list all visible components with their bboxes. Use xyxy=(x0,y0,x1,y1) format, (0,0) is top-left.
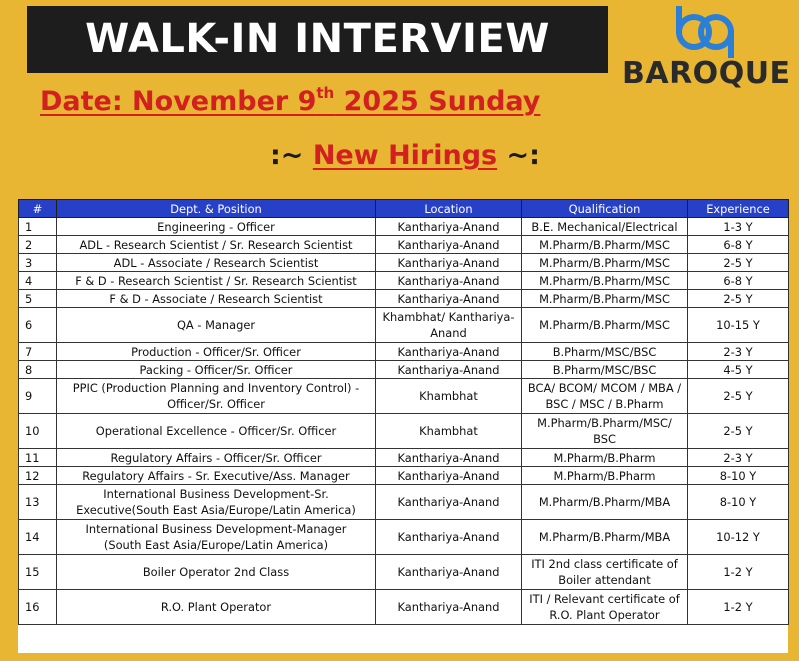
position-cell xyxy=(57,361,376,379)
position-cell-line: Production - Officer/Sr. Officer xyxy=(131,344,301,359)
row-number: 6 xyxy=(19,308,57,343)
location-cell-line: Kanthariya-Anand xyxy=(397,219,500,234)
experience-cell: 6-8 Y xyxy=(688,236,789,254)
experience-cell: 6-8 Y xyxy=(688,272,789,290)
location-cell-line: Khambhat/ Kanthariya- xyxy=(382,310,515,324)
row-number: 14 xyxy=(19,520,57,555)
position-cell xyxy=(57,414,376,449)
experience-cell: 1-3 Y xyxy=(688,218,789,236)
qualification-cell-line: M.Pharm/B.Pharm/MSC xyxy=(539,273,670,288)
qualification-cell-line: BSC / MSC / B.Pharm xyxy=(545,397,664,411)
position-cell xyxy=(57,236,376,254)
qualification-cell-line: B.E. Mechanical/Electrical xyxy=(531,219,678,234)
experience-cell: 10-12 Y xyxy=(688,520,789,555)
row-number: 1 xyxy=(19,218,57,236)
position-cell-line: F & D - Research Scientist / Sr. Research Scientist xyxy=(75,273,357,288)
baroque-logo xyxy=(622,4,791,104)
location-cell xyxy=(376,485,522,520)
location-cell xyxy=(376,449,522,467)
experience-cell: 1-2 Y xyxy=(688,590,789,625)
location-cell-line: Kanthariya-Anand xyxy=(397,237,500,252)
table-row xyxy=(19,449,789,467)
header-qualification: Qualification xyxy=(522,200,688,218)
row-number: 10 xyxy=(19,414,57,449)
location-cell-line: Kanthariya-Anand xyxy=(397,450,500,465)
table-row xyxy=(19,467,789,485)
table-row xyxy=(19,254,789,272)
qualification-cell xyxy=(522,290,688,308)
position-cell-line: ADL - Research Scientist / Sr. Research Scientist xyxy=(79,237,353,252)
location-cell xyxy=(376,467,522,485)
table-row xyxy=(19,361,789,379)
qualification-cell-line: M.Pharm/B.Pharm/MSC xyxy=(539,255,670,270)
row-number: 11 xyxy=(19,449,57,467)
qualification-cell-line: M.Pharm/B.Pharm xyxy=(553,450,656,465)
experience-cell: 2-5 Y xyxy=(688,290,789,308)
qualification-cell xyxy=(522,485,688,520)
table-row xyxy=(19,379,789,414)
qualification-cell-line: M.Pharm/B.Pharm/MSC xyxy=(539,291,670,306)
qualification-cell xyxy=(522,555,688,590)
location-cell-line: Kanthariya-Anand xyxy=(397,291,500,306)
location-cell xyxy=(376,272,522,290)
qualification-cell-line: M.Pharm/B.Pharm/MBA xyxy=(538,530,671,544)
qualification-cell-line: R.O. Plant Operator xyxy=(549,608,660,622)
qualification-cell xyxy=(522,343,688,361)
qualification-cell xyxy=(522,590,688,625)
row-number: 3 xyxy=(19,254,57,272)
position-cell xyxy=(57,290,376,308)
table-row xyxy=(19,290,789,308)
position-cell-line: F & D - Associate / Research Scientist xyxy=(109,291,323,306)
qualification-cell-line: ITI / Relevant certificate of xyxy=(529,592,680,606)
position-cell xyxy=(57,590,376,625)
qualification-cell xyxy=(522,236,688,254)
location-cell xyxy=(376,308,522,343)
location-cell-line: Kanthariya-Anand xyxy=(397,600,500,614)
qualification-cell xyxy=(522,361,688,379)
table-header-row xyxy=(19,200,789,218)
table-row xyxy=(19,414,789,449)
row-number: 16 xyxy=(19,590,57,625)
table-row xyxy=(19,272,789,290)
row-number: 13 xyxy=(19,485,57,520)
position-cell-line: Packing - Officer/Sr. Officer xyxy=(139,362,293,377)
position-cell-line: ADL - Associate / Research Scientist xyxy=(113,255,319,270)
table-row xyxy=(19,555,789,590)
table-row xyxy=(19,590,789,625)
qualification-cell xyxy=(522,449,688,467)
table-row xyxy=(19,520,789,555)
row-number: 12 xyxy=(19,467,57,485)
location-cell-line: Kanthariya-Anand xyxy=(397,468,500,483)
qualification-cell-line: B.Pharm/MSC/BSC xyxy=(552,344,657,359)
position-cell-line: Regulatory Affairs - Officer/Sr. Officer xyxy=(110,450,322,465)
location-cell-line: Kanthariya-Anand xyxy=(397,344,500,359)
row-number: 9 xyxy=(19,379,57,414)
location-cell-line: Kanthariya-Anand xyxy=(397,255,500,270)
position-cell xyxy=(57,379,376,414)
position-cell xyxy=(57,555,376,590)
location-cell-line: Kanthariya-Anand xyxy=(397,495,500,509)
position-cell xyxy=(57,449,376,467)
location-cell-line: Khambhat xyxy=(419,389,478,403)
position-cell-line: Operational Excellence - Officer/Sr. Officer xyxy=(95,424,337,438)
location-cell xyxy=(376,520,522,555)
positions-table-container xyxy=(18,199,788,653)
header-number: # xyxy=(19,200,57,218)
position-cell xyxy=(57,343,376,361)
qualification-cell xyxy=(522,272,688,290)
position-cell xyxy=(57,254,376,272)
table-row xyxy=(19,218,789,236)
qualification-cell xyxy=(522,520,688,555)
row-number: 4 xyxy=(19,272,57,290)
qualification-cell xyxy=(522,414,688,449)
experience-cell: 2-5 Y xyxy=(688,379,789,414)
position-cell-line: Officer/Sr. Officer xyxy=(167,397,265,411)
position-cell xyxy=(57,272,376,290)
experience-cell: 2-3 Y xyxy=(688,343,789,361)
location-cell xyxy=(376,555,522,590)
row-number: 15 xyxy=(19,555,57,590)
position-cell-line: Boiler Operator 2nd Class xyxy=(142,565,290,579)
position-cell xyxy=(57,218,376,236)
qualification-cell xyxy=(522,379,688,414)
position-cell-line: Regulatory Affairs - Sr. Executive/Ass. Manager xyxy=(82,468,350,483)
position-cell-line: International Business Development-Sr. xyxy=(103,487,329,501)
experience-cell: 4-5 Y xyxy=(688,361,789,379)
qualification-cell-line: M.Pharm/B.Pharm/MBA xyxy=(538,495,671,509)
position-cell xyxy=(57,485,376,520)
qualification-cell xyxy=(522,308,688,343)
experience-cell: 10-15 Y xyxy=(688,308,789,343)
row-number: 2 xyxy=(19,236,57,254)
location-cell-line: Khambhat xyxy=(419,424,478,438)
location-cell xyxy=(376,290,522,308)
row-number: 7 xyxy=(19,343,57,361)
qualification-cell-line: ITI 2nd class certificate of xyxy=(531,557,678,571)
experience-cell: 1-2 Y xyxy=(688,555,789,590)
bp-logo-icon xyxy=(672,4,738,60)
position-cell-line: International Business Development-Manager xyxy=(85,522,347,536)
qualification-cell-line: Boiler attendant xyxy=(558,573,651,587)
location-cell-line: Kanthariya-Anand xyxy=(397,362,500,377)
position-cell-line: Executive(South East Asia/Europe/Latin America) xyxy=(76,503,356,517)
qualification-cell-line: M.Pharm/B.Pharm/MSC/ xyxy=(537,416,672,430)
location-cell xyxy=(376,590,522,625)
positions-table xyxy=(18,199,789,625)
experience-cell: 2-3 Y xyxy=(688,449,789,467)
qualification-cell-line: B.Pharm/MSC/BSC xyxy=(552,362,657,377)
walk-in-banner: WALK-IN INTERVIEW xyxy=(27,6,608,73)
table-row xyxy=(19,485,789,520)
qualification-cell-line: M.Pharm/B.Pharm/MSC xyxy=(539,237,670,252)
row-number: 5 xyxy=(19,290,57,308)
experience-cell: 8-10 Y xyxy=(688,467,789,485)
interview-date: Date: November 9th 2025 Sunday xyxy=(40,84,541,117)
table-body xyxy=(19,218,789,625)
qualification-cell xyxy=(522,218,688,236)
experience-cell: 8-10 Y xyxy=(688,485,789,520)
experience-cell: 2-5 Y xyxy=(688,414,789,449)
location-cell xyxy=(376,218,522,236)
header-position: Dept. & Position xyxy=(57,200,376,218)
logo-wordmark: BAROQUE xyxy=(622,56,791,91)
position-cell-line: (South East Asia/Europe/Latin America) xyxy=(103,538,329,552)
table-row xyxy=(19,236,789,254)
location-cell-line: Kanthariya-Anand xyxy=(397,273,500,288)
qualification-cell-line: BSC xyxy=(593,432,616,446)
row-number: 8 xyxy=(19,361,57,379)
location-cell xyxy=(376,414,522,449)
position-cell xyxy=(57,308,376,343)
position-cell-line: Engineering - Officer xyxy=(157,219,275,234)
position-cell-line: QA - Manager xyxy=(176,318,256,332)
qualification-cell-line: M.Pharm/B.Pharm/MSC xyxy=(539,318,670,332)
position-cell-line: PPIC (Production Planning and Inventory Control) - xyxy=(72,381,360,395)
position-cell xyxy=(57,520,376,555)
table-row xyxy=(19,343,789,361)
qualification-cell xyxy=(522,467,688,485)
experience-cell: 2-5 Y xyxy=(688,254,789,272)
location-cell-line: Kanthariya-Anand xyxy=(397,565,500,579)
qualification-cell-line: M.Pharm/B.Pharm xyxy=(553,468,656,483)
position-cell-line: R.O. Plant Operator xyxy=(160,600,272,614)
table-row xyxy=(19,308,789,343)
location-cell xyxy=(376,343,522,361)
location-cell-line: Kanthariya-Anand xyxy=(397,530,500,544)
new-hirings-heading: :~ New Hirings ~: xyxy=(270,140,540,171)
position-cell xyxy=(57,467,376,485)
header-experience: Experience xyxy=(688,200,789,218)
qualification-cell-line: BCA/ BCOM/ MCOM / MBA / xyxy=(527,381,682,395)
location-cell xyxy=(376,379,522,414)
location-cell xyxy=(376,254,522,272)
qualification-cell xyxy=(522,254,688,272)
location-cell xyxy=(376,236,522,254)
location-cell xyxy=(376,361,522,379)
location-cell-line: Anand xyxy=(430,326,467,340)
header-location: Location xyxy=(376,200,522,218)
